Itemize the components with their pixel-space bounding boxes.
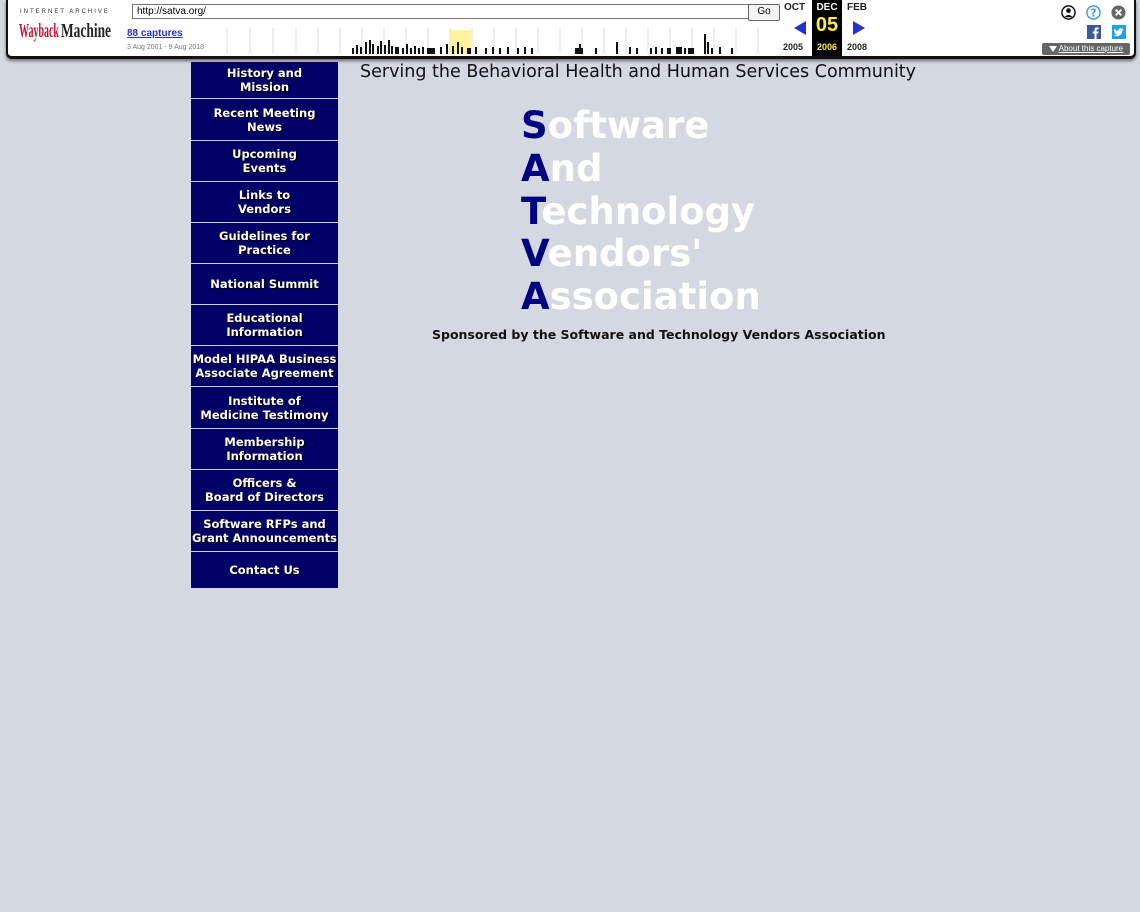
svg-text:Machine: Machine <box>61 20 111 42</box>
nav-upcoming-events[interactable]: Upcoming Events <box>191 141 338 182</box>
wayback-url-input[interactable]: http://satva.org/ <box>132 4 750 19</box>
acronym-word: ssociation <box>549 275 761 318</box>
nav-recent-meeting-news[interactable]: Recent Meeting News <box>191 99 338 141</box>
next-capture-arrow-icon[interactable] <box>853 21 865 35</box>
acronym-line-and <box>521 149 602 189</box>
next-month-label[interactable]: FEB <box>847 2 867 13</box>
next-year-label[interactable]: 2008 <box>847 42 868 52</box>
about-capture-label: About this capture <box>1058 44 1124 53</box>
acronym-initial: S <box>521 104 548 147</box>
prev-month-label[interactable]: OCT <box>784 2 806 13</box>
twitter-icon[interactable] <box>1112 25 1126 39</box>
help-icon[interactable] <box>1086 5 1101 20</box>
sponsor-text: Sponsored by the Software and Technology Vendors Association <box>432 327 886 342</box>
acronym-initial: T <box>521 190 542 233</box>
svg-text:Wayback: Wayback <box>19 20 60 42</box>
wayback-logo-caption: INTERNET ARCHIVE <box>20 9 110 15</box>
acronym-line-association <box>521 277 761 317</box>
page-tagline: Serving the Behavioral Health and Human Services Community <box>360 62 917 82</box>
nav-guidelines-for-practice[interactable]: Guidelines for Practice <box>191 223 338 264</box>
facebook-icon[interactable] <box>1087 25 1101 39</box>
captures-link[interactable]: 88 captures <box>127 28 183 39</box>
acronym-line-technology <box>521 192 755 232</box>
close-icon[interactable] <box>1111 5 1126 20</box>
acronym-initial: A <box>521 275 550 318</box>
prev-year-label[interactable]: 2005 <box>783 42 804 52</box>
go-button[interactable]: Go <box>748 4 780 21</box>
nav-iom-testimony[interactable]: Institute of Medicine Testimony <box>191 387 338 429</box>
acronym-line-software <box>521 106 709 146</box>
capture-sparkline[interactable] <box>219 28 779 54</box>
prev-capture-arrow-icon[interactable] <box>794 21 806 35</box>
acronym-word: echnology <box>541 190 756 233</box>
user-account-icon[interactable] <box>1061 5 1076 20</box>
nav-history-mission[interactable]: History and Mission <box>191 62 338 99</box>
month-navigator <box>781 0 881 56</box>
nav-national-summit[interactable]: National Summit <box>191 264 338 305</box>
acronym-line-vendors <box>521 234 703 274</box>
nav-educational-information[interactable]: Educational Information <box>191 305 338 346</box>
nav-model-hipaa-agreement[interactable]: Model HIPAA Business Associate Agreement <box>191 346 338 387</box>
current-month: DEC <box>816 2 838 13</box>
acronym-initial: V <box>521 232 548 275</box>
acronym-initial: A <box>521 147 550 190</box>
nav-membership-information[interactable]: Membership Information <box>191 429 338 470</box>
nav-links-to-vendors[interactable]: Links to Vendors <box>191 182 338 223</box>
wayback-logo[interactable] <box>19 16 111 42</box>
current-year: 2006 <box>816 42 838 52</box>
capture-range: 3 Aug 2001 - 9 Aug 2018 <box>127 44 205 51</box>
current-day: 05 <box>815 14 839 36</box>
acronym-word: nd <box>549 147 603 190</box>
nav-contact-us[interactable]: Contact Us <box>229 563 300 577</box>
sidebar-nav <box>191 62 338 588</box>
nav-software-rfps-grants[interactable]: Software RFPs and Grant Announcements <box>191 511 338 552</box>
wayback-toolbar <box>6 0 1136 59</box>
acronym-word: oftware <box>547 104 710 147</box>
current-capture <box>812 0 842 56</box>
acronym-word: endors' <box>547 232 703 275</box>
about-capture-button[interactable] <box>1042 43 1130 55</box>
svg-text:?: ? <box>1090 7 1097 20</box>
nav-officers-board[interactable]: Officers & Board of Directors <box>191 470 338 511</box>
triangle-down-icon <box>1049 46 1057 52</box>
